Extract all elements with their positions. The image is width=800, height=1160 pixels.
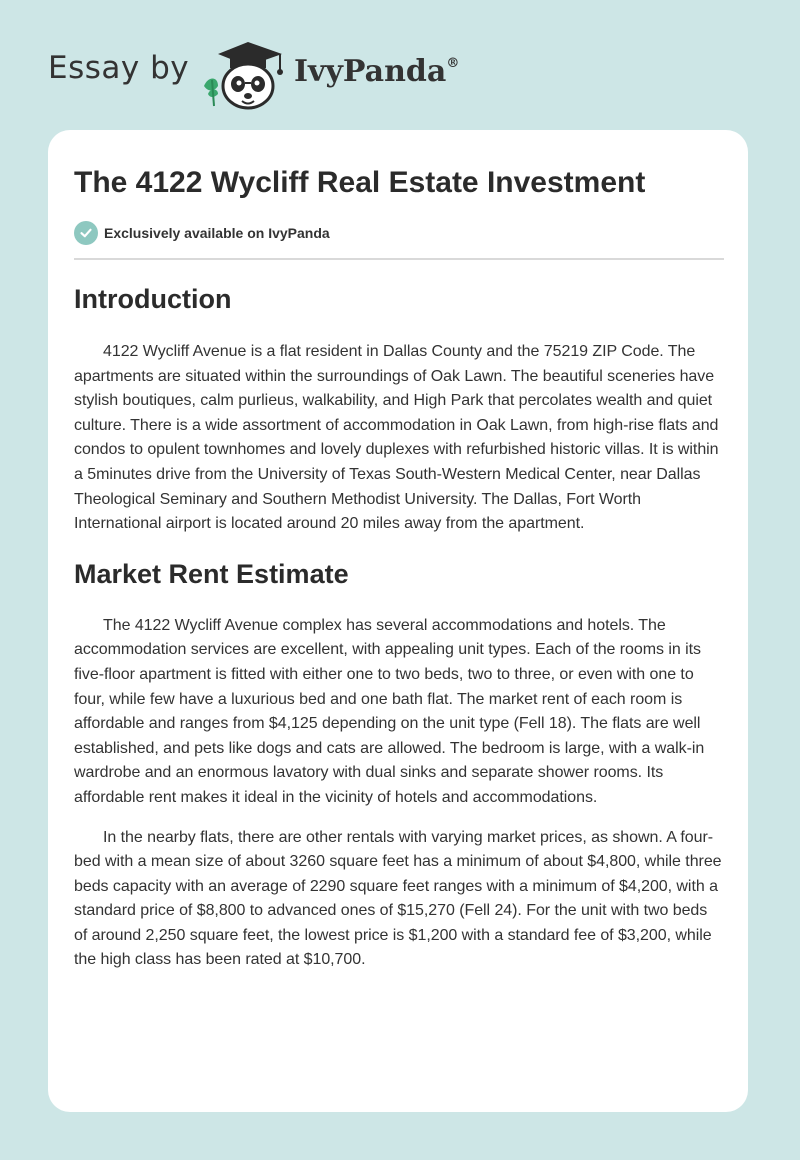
exclusive-badge <box>74 220 724 246</box>
section-heading-introduction: Introduction <box>74 284 232 314</box>
paragraph: The 4122 Wycliff Avenue complex has several accommodations and hotels. The accommodation services are excellent, with appealing unit types. Each of the rooms in its five-floor apartment is fitted with either one to two beds, two to three, or even with one to four, while few have a luxurious bed and one bath flat. The market rent of each room is affordable and ranges from $4,125 depending on the unit type (Fell 18). The flats are well established, and pets like dogs and cats are allowed. The bedroom is large, with a walk-in wardrobe and an enormous lavatory with dual sinks and separate shower rooms. Its affordable rent makes it ideal in the vicinity of hotels and accommodations. <box>74 616 705 806</box>
article-content <box>74 158 724 973</box>
article-title: The 4122 Wycliff Real Estate Investment <box>74 166 646 199</box>
divider <box>74 258 724 260</box>
essay-by-label: Essay by <box>48 50 190 86</box>
brand-name[interactable]: IvyPanda® <box>294 54 460 89</box>
panda-logo-icon[interactable] <box>200 36 286 112</box>
registered-mark: ® <box>446 56 460 71</box>
article-card <box>48 130 748 1112</box>
paragraph: In the nearby flats, there are other rentals with varying market prices, as shown. A four-bed with a mean size of about 3260 square feet has a minimum of about $4,800, while three beds capacity with an average of 2290 square feet ranges with a minimum of $4,200, with a standard price of $8,800 to advanced ones of $15,270 (Fell 24). For the unit with two beds of around 2,250 square feet, the lowest price is $1,200 with a standard fee of $3,200, while the high class has been rated at $10,700. <box>74 828 722 969</box>
site-header <box>48 36 548 112</box>
section-heading-market-rent: Market Rent Estimate <box>74 558 349 589</box>
check-circle-icon <box>74 221 98 245</box>
paragraph: 4122 Wycliff Avenue is a flat resident in Dallas County and the 75219 ZIP Code. The apartments are situated within the surroundings of Oak Lawn. The beautiful sceneries have stylish boutiques, calm purlieus, walkability, and High Park that percolates wealth and quiet culture. There is a wide assortment of accommodation in Oak Lawn, from high-rise flats and condos to opulent townhomes and lovely duplexes with refurbished historic villas. It is within a 5minutes drive from the University of Texas South-Western Medical Center, near Dallas Theological Seminary and Southern Methodist University. The Dallas, Fort Worth International airport is located around 20 miles away from the apartment. <box>74 343 719 533</box>
badge-label: Exclusively available on IvyPanda <box>104 225 330 241</box>
